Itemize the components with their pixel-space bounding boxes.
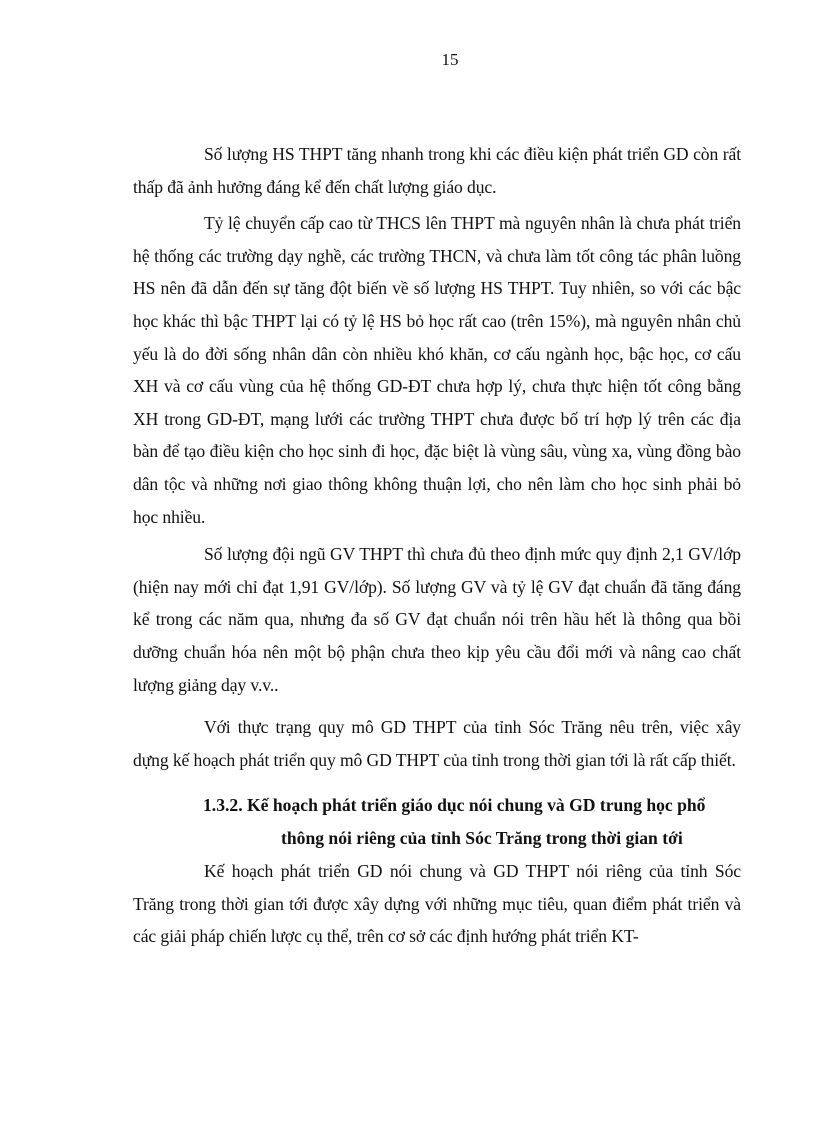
section-heading-line2: thông nói riêng của tỉnh Sóc Trăng trong thời gian tới [281, 828, 683, 849]
paragraph-student-growth: Số lượng HS THPT tăng nhanh trong khi các điều kiện phát triển GD còn rất thấp đã ảnh hưởng đáng kể đến chất lượng giáo dục. [133, 144, 741, 197]
paragraph-current-situation: Với thực trạng quy mô GD THPT của tỉnh Sóc Trăng nêu trên, việc xây dựng kế hoạch phát triển quy mô GD THPT của tỉnh trong thời gian tới là rất cấp thiết. [133, 717, 741, 770]
page-number: 15 [441, 50, 459, 69]
section-heading-line1: 1.3.2. Kế hoạch phát triển giáo dục nói chung và GD trung học phổ [203, 795, 706, 816]
section-heading [133, 789, 741, 855]
paragraph-development-plan: Kế hoạch phát triển GD nói chung và GD THPT nói riêng của tỉnh Sóc Trăng trong thời gian tới được xây dựng với những mục tiêu, quan điểm phát triển và các giải pháp chiến lược cụ thể, trên cơ sở các định hướng phát triển KT- [133, 861, 741, 947]
page-body [133, 138, 741, 953]
paragraph-teacher-staff: Số lượng đội ngũ GV THPT thì chưa đủ theo định mức quy định 2,1 GV/lớp (hiện nay mới chỉ đạt 1,91 GV/lớp). Số lượng GV và tỷ lệ GV đạt chuẩn đã tăng đáng kể trong các năm qua, nhưng đa số GV đạt chuẩn nói trên hầu hết là thông qua bồi dưỡng chuẩn hóa nên một bộ phận chưa theo kịp yêu cầu đổi mới và nâng cao chất lượng giảng dạy v.v.. [133, 544, 741, 695]
paragraph-transfer-rate: Tỷ lệ chuyển cấp cao từ THCS lên THPT mà nguyên nhân là chưa phát triển hệ thống các trường dạy nghề, các trường THCN, và chưa làm tốt công tác phân luồng HS nên đã dẫn đến sự tăng đột biến về số lượng HS THPT. Tuy nhiên, so với các bậc học khác thì bậc THPT lại có tỷ lệ HS bỏ học rất cao (trên 15%), mà nguyên nhân chủ yếu là do đời sống nhân dân còn nhiều khó khăn, cơ cấu ngành học, bậc học, cơ cấu XH và cơ cấu vùng của hệ thống GD-ĐT chưa hợp lý, chưa thực hiện tốt công bằng XH trong GD-ĐT, mạng lưới các trường THPT chưa được bố trí hợp lý trên các địa bàn để tạo điều kiện cho học sinh đi học, đặc biệt là vùng sâu, vùng xa, vùng đồng bào dân tộc và những nơi giao thông không thuận lợi, cho nên làm cho học sinh phải bỏ học nhiều. [133, 213, 741, 527]
